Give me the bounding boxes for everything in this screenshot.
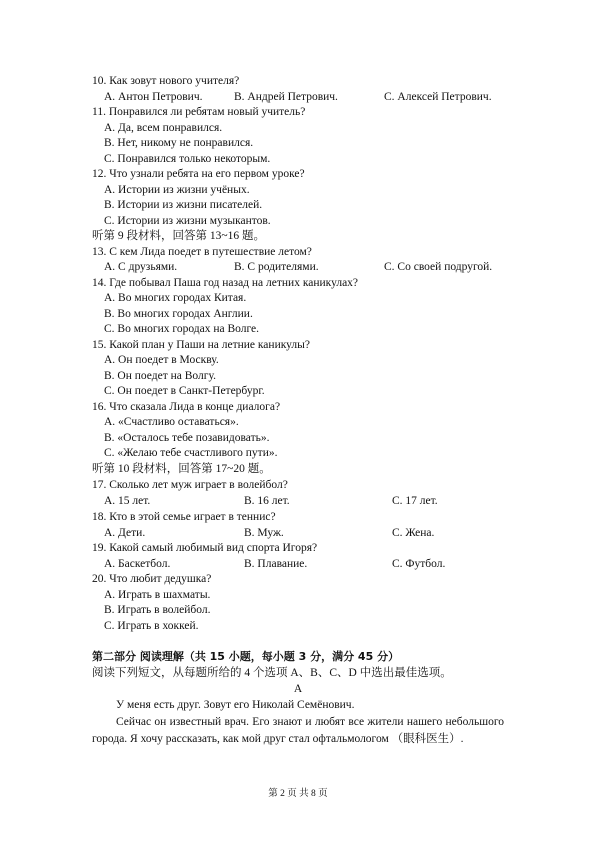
q18-option-c: C. Жена. [392, 527, 435, 539]
q17-option-a: A. 15 лет. [104, 495, 151, 507]
q11-option-c: C. Понравился только некоторым. [104, 153, 271, 165]
q20-option-b: B. Играть в волейбол. [104, 604, 211, 616]
q10-option-b: B. Андрей Петрович. [234, 91, 338, 103]
q10-option-c: C. Алексей Петрович. [384, 91, 492, 103]
q12-option-c: C. Истории из жизни музыкантов. [104, 215, 271, 227]
q13-option-c: C. Со своей подругой. [384, 261, 493, 273]
q10-option-a: A. Антон Петрович. [104, 91, 203, 103]
q18-option-b: B. Муж. [244, 527, 284, 539]
q14-option-c: C. Во многих городах на Волге. [104, 323, 260, 335]
question-16: 16. Что сказала Лида в конце диалога? [92, 401, 281, 413]
question-13: 13. С кем Лида поедет в путешествие летом? [92, 246, 312, 258]
question-15: 15. Какой план у Паши на летние каникулы? [92, 339, 310, 351]
q19-option-b: B. Плавание. [244, 558, 308, 570]
q18-option-a: A. Дети. [104, 527, 146, 539]
q20-option-a: A. Играть в шахматы. [104, 589, 211, 601]
q19-option-a: A. Баскетбол. [104, 558, 171, 570]
q15-option-a: A. Он поедет в Москву. [104, 354, 219, 366]
q20-option-c: C. Играть в хоккей. [104, 620, 199, 632]
passage-paragraph-2: Сейчас он известный врач. Его знают и любят все жители нашего небольшого города. Я хочу рассказать, как мой друг стал офтальмологом （眼科医生）. [92, 716, 504, 745]
q15-option-c: C. Он поедет в Санкт-Петербург. [104, 385, 265, 397]
q11-option-a: A. Да, всем понравился. [104, 122, 223, 134]
question-10: 10. Как зовут нового учителя? [92, 75, 240, 87]
passage-label: A [293, 683, 303, 695]
listening-instruction-9: 听第 9 段材料，回答第 13~16 题。 [92, 230, 265, 242]
q12-option-b: B. Истории из жизни писателей. [104, 199, 263, 211]
q13-option-b: B. С родителями. [234, 261, 319, 273]
q17-option-b: B. 16 лет. [244, 495, 290, 507]
q13-option-a: A. С друзьями. [104, 261, 178, 273]
question-20: 20. Что любит дедушка? [92, 573, 212, 585]
section-title-reading: 第二部分 阅读理解（共 15 小题，每小题 3 分，满分 45 分） [92, 650, 400, 663]
page-footer: 第 2 页 共 8 页 [268, 789, 328, 799]
listening-instruction-10: 听第 10 段材料，回答第 17~20 题。 [92, 463, 271, 475]
q19-option-c: C. Футбол. [392, 558, 446, 570]
q17-option-c: C. 17 лет. [392, 495, 438, 507]
question-18: 18. Кто в этой семье играет в теннис? [92, 511, 276, 523]
reading-instruction: 阅读下列短文，从每题所给的 4 个选项 A、B、C、D 中选出最佳选项。 [92, 667, 452, 679]
passage-paragraph-1: У меня есть друг. Зовут его Николай Семёнович. [116, 699, 355, 711]
question-11: 11. Понравился ли ребятам новый учитель? [92, 106, 306, 118]
q16-option-a: A. «Счастливо оставаться». [104, 416, 239, 428]
q14-option-b: B. Во многих городах Англии. [104, 308, 253, 320]
q11-option-b: B. Нет, никому не понравился. [104, 137, 254, 149]
question-17: 17. Сколько лет муж играет в волейбол? [92, 479, 288, 491]
question-12: 12. Что узнали ребята на его первом уроке? [92, 168, 305, 180]
q14-option-a: A. Во многих городах Китая. [104, 292, 247, 304]
q16-option-b: B. «Осталось тебе позавидовать». [104, 432, 270, 444]
q15-option-b: B. Он поедет на Волгу. [104, 370, 216, 382]
q12-option-a: A. Истории из жизни учёных. [104, 184, 250, 196]
q16-option-c: C. «Желаю тебе счастливого пути». [104, 447, 278, 459]
question-14: 14. Где побывал Паша год назад на летних каникулах? [92, 277, 359, 289]
question-19: 19. Какой самый любимый вид спорта Игоря? [92, 542, 318, 554]
